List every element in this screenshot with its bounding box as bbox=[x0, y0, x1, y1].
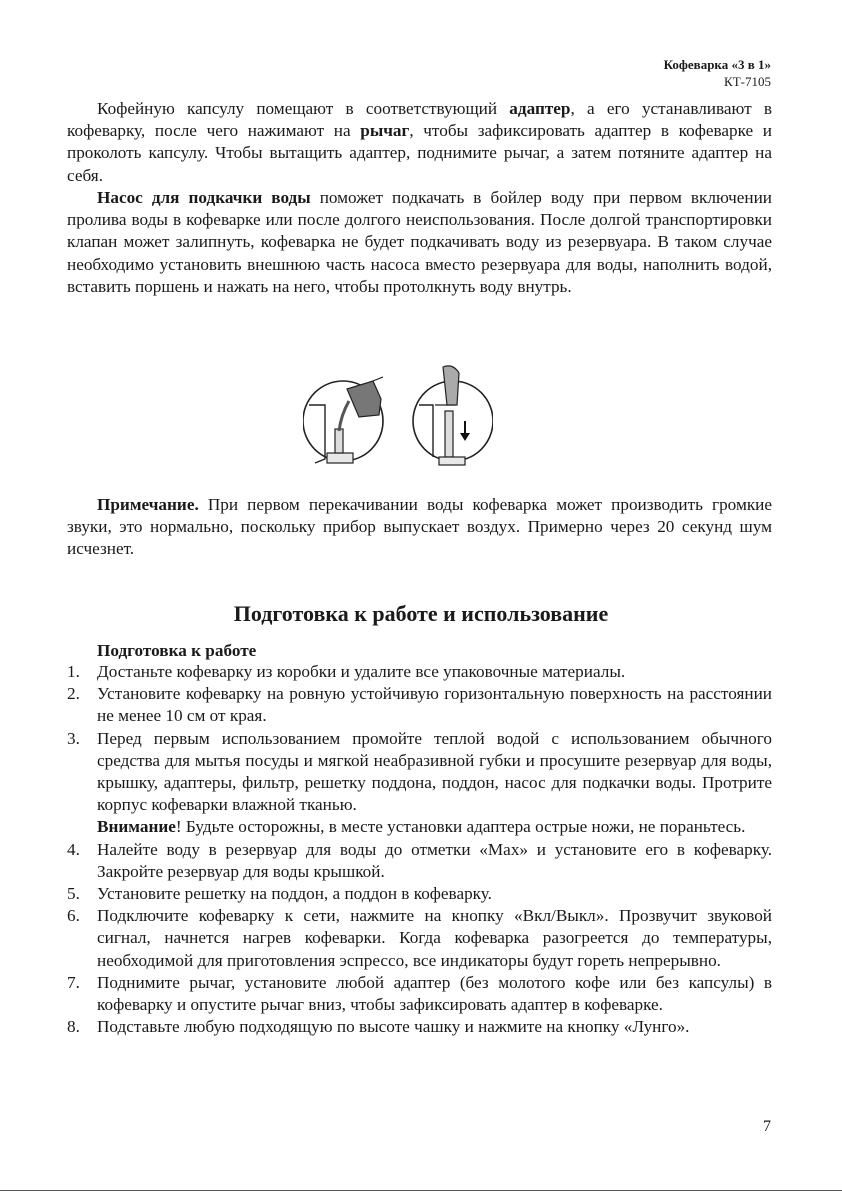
page-number: 7 bbox=[763, 1118, 771, 1135]
list-item-text: Подключите кофеварку к сети, нажмите на кнопку «Вкл/Выкл». Прозвучит звуковой сигнал, начнется нагрев кофеварки. Когда кофеварка разогреется до температуры, необходимой для приготовления эспрессо, все индикаторы будут гореть непрерывно. bbox=[97, 906, 772, 970]
term-adapter: адаптер bbox=[509, 99, 571, 118]
text-run: Кофейную капсулу помещают в соответствующий bbox=[97, 99, 510, 118]
list-item bbox=[67, 1016, 772, 1038]
list-item bbox=[67, 839, 772, 883]
list-item-number: 7. bbox=[67, 972, 80, 992]
warning-note bbox=[97, 816, 772, 838]
list-item-text: Достаньте кофеварку из коробки и удалите все упаковочные материалы. bbox=[97, 662, 626, 681]
section-title: Подготовка к работе и использование bbox=[233, 601, 609, 626]
note-label: Примечание. bbox=[97, 495, 199, 514]
note-paragraph bbox=[67, 494, 772, 561]
footer-divider bbox=[0, 1190, 842, 1191]
term-pump: Насос для подкачки воды bbox=[97, 188, 311, 207]
list-item-text: Перед первым использованием промойте теплой водой с использованием обычного средства для мытья посуды и мягкой неабразивной губки и просушите резервуар для воды, крышку, адаптеры, фильтр, решетку поддона, поддон, насос для подкачки воды. Протрите корпус кофеварки влажной тканью. bbox=[97, 728, 772, 815]
list-item-text: Поднимите рычаг, установите любой адаптер (без молотого кофе или без капсулы) в кофеварку и опустите рычаг вниз, чтобы зафиксировать адаптер в кофеварке. bbox=[97, 972, 772, 1015]
pressing-piston-illustration bbox=[413, 366, 493, 465]
intro-paragraph-pump bbox=[67, 187, 772, 298]
list-item bbox=[67, 883, 772, 905]
list-item-number: 3. bbox=[67, 728, 80, 748]
list-item bbox=[67, 905, 772, 972]
header-product-title: Кофеварка «3 в 1» bbox=[663, 57, 771, 72]
list-item bbox=[67, 683, 772, 727]
list-item-text: Подставьте любую подходящую по высоте чашку и нажмите на кнопку «Лунго». bbox=[97, 1017, 690, 1037]
text-run: , а его устанавливают в кофеварку, после чего нажимают на bbox=[67, 99, 772, 141]
header-model-number: КТ-7105 bbox=[724, 74, 771, 89]
text-run: поможет подкачать в бойлер воду при первом включении пролива воды в кофеварке или после долгого неиспользования. После долгой транспортировки клапан может залипнуть, кофеварка не будет подкачивать воду из резервуара. В таком случае необходимо установить внешнюю часть насоса вместо резервуара для воды, наполнить водой, вставить поршень и нажать на него, чтобы протолкнуть воду внутрь. bbox=[67, 188, 772, 296]
list-item-text: Установите решетку на поддон, а поддон в кофеварку. bbox=[97, 884, 492, 904]
warning-label: Внимание bbox=[97, 817, 176, 837]
term-lever: рычаг bbox=[360, 121, 410, 141]
list-item-number: 4. bbox=[67, 839, 80, 859]
list-item-number: 8. bbox=[67, 1017, 80, 1037]
intro-paragraph-capsule bbox=[67, 98, 772, 187]
text-run: , чтобы зафиксировать адаптер в кофеварке и проколоть капсулу. Чтобы вытащить адаптер, поднимите рычаг, а затем потяните адаптер на себя. bbox=[67, 121, 772, 185]
list-item-number: 1. bbox=[67, 662, 80, 681]
list-item-number: 2. bbox=[67, 684, 80, 704]
list-item bbox=[67, 661, 772, 683]
list-item bbox=[67, 728, 772, 839]
pump-illustration bbox=[303, 359, 493, 484]
list-item-text: Налейте воду в резервуар для воды до отметки «Max» и установите его в кофеварку. Закройте резервуар для воды крышкой. bbox=[97, 839, 772, 881]
subsection-title: Подготовка к работе bbox=[97, 641, 257, 660]
warning-text: ! Будьте осторожны, в месте установки адаптера острые ножи, не пораньтесь. bbox=[175, 817, 746, 837]
list-item bbox=[67, 972, 772, 1016]
list-item-text: Установите кофеварку на ровную устойчивую горизонтальную поверхность на расстоянии не менее 10 см от края. bbox=[97, 684, 772, 726]
preparation-steps-list bbox=[67, 661, 772, 1038]
list-item-number: 5. bbox=[67, 884, 80, 904]
list-item-number: 6. bbox=[67, 906, 80, 926]
pouring-water-illustration bbox=[303, 377, 383, 463]
note-text: При первом перекачивании воды кофеварка может производить громкие звуки, это нормально, поскольку прибор выпускает воздух. Примерно через 20 секунд шум исчезнет. bbox=[67, 495, 772, 559]
